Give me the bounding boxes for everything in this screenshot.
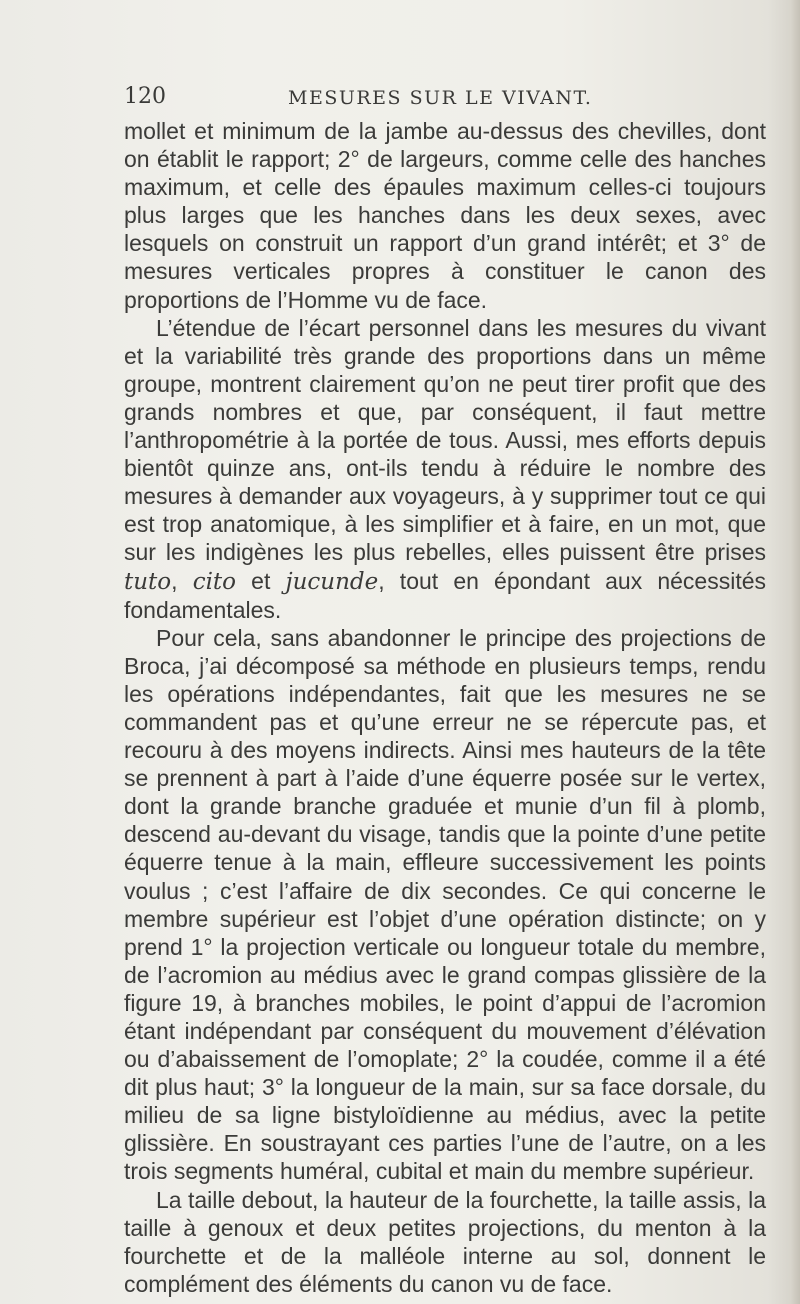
paragraph-continuation bbox=[124, 117, 766, 314]
text-run: mollet et minimum de la jambe au-dessus des chevilles, dont on établit le rapport; 2° de largeurs, comme celle des hanches maximum, et celle des épaules maximum celles-ci toujours plus larges que les hanches dans les deux sexes, avec lesquels on construit un rapport d’un grand intérêt; et 3° de mesures verticales propres à constituer le canon des proportions de l’Homme vu de face. bbox=[124, 118, 766, 313]
paragraph-method bbox=[124, 624, 766, 1186]
page-header bbox=[124, 84, 724, 120]
page-number: 120 bbox=[124, 84, 166, 109]
text-run: , tout en épondant aux nécessités fondamentales. bbox=[124, 567, 766, 623]
text-run: Pour cela, sans abandonner le principe des projections de Broca, j’ai décomposé sa méthode en plusieurs temps, rendu les opérations indépendantes, fait que les mesures ne se commandent pas et qu’une erreur ne se répercute pas, et recouru à des moyens indirects. Ainsi mes hauteurs de la tête se prennent à part à l’aide d’une équerre posée sur le vertex, dont la grande branche graduée et munie d’un fil à plomb, descend au-devant du visage, tandis que la pointe d’une petite équerre tenue à la main, effleure successivement les points voulus ; c’est l’affaire de dix secondes. Ce qui concerne le membre supérieur est l’objet d’une opération distincte; on y prend 1° la projection verticale ou longueur totale du membre, de l’acromion au médius avec le grand compas glissière de la figure 19, à branches mobiles, le point d’appui de l’acromion étant indépendant par conséquent du mouvement d’élévation ou d’abaissement de l’omoplate; 2° la coudée, comme il a été dit plus haut; 3° la longueur de la main, sur sa face dorsale, du milieu de sa ligne bistyloïdienne au médius, avec la petite glissière. En soustrayant ces parties l’une de l’autre, on a les trois segments huméral, cubital et main du membre supérieur. bbox=[124, 624, 766, 1185]
text-run: L’étendue de l’écart personnel dans les mesures du vivant et la variabilité très grande des proportions dans un même groupe, montrent clairement qu’on ne peut tirer profit que des grands nombres et que, par conséquent, il faut mettre l’anthropométrie à la portée de tous. Aussi, mes efforts depuis bientôt quinze ans, ont-ils tendu à réduire le nombre des mesures à demander aux voyageurs, à y supprimer tout ce qui est trop anatomique, à les simplifier et à faire, en un mot, que sur les indigènes les plus rebelles, elles puissent être prises bbox=[124, 314, 766, 566]
italic-term-cito: cito bbox=[192, 568, 237, 595]
paragraph-anthropometry bbox=[124, 314, 766, 624]
italic-term-jucunde: jucunde bbox=[285, 568, 379, 595]
italic-term-tuto: tuto bbox=[124, 568, 172, 595]
body-text bbox=[124, 117, 766, 1298]
text-run: La taille debout, la hauteur de la fourchette, la taille assis, la taille à genoux et deux petites projections, du menton à la fourchette et de la malléole interne au sol, donnent le complément des éléments du canon vu de face. bbox=[124, 1186, 766, 1297]
text-run: , bbox=[171, 567, 193, 594]
text-run: et bbox=[236, 567, 286, 594]
paragraph-height-measures bbox=[124, 1186, 766, 1298]
running-title: MESURES SUR LE VIVANT. bbox=[288, 87, 593, 109]
page-edge-shadow bbox=[790, 0, 800, 1304]
